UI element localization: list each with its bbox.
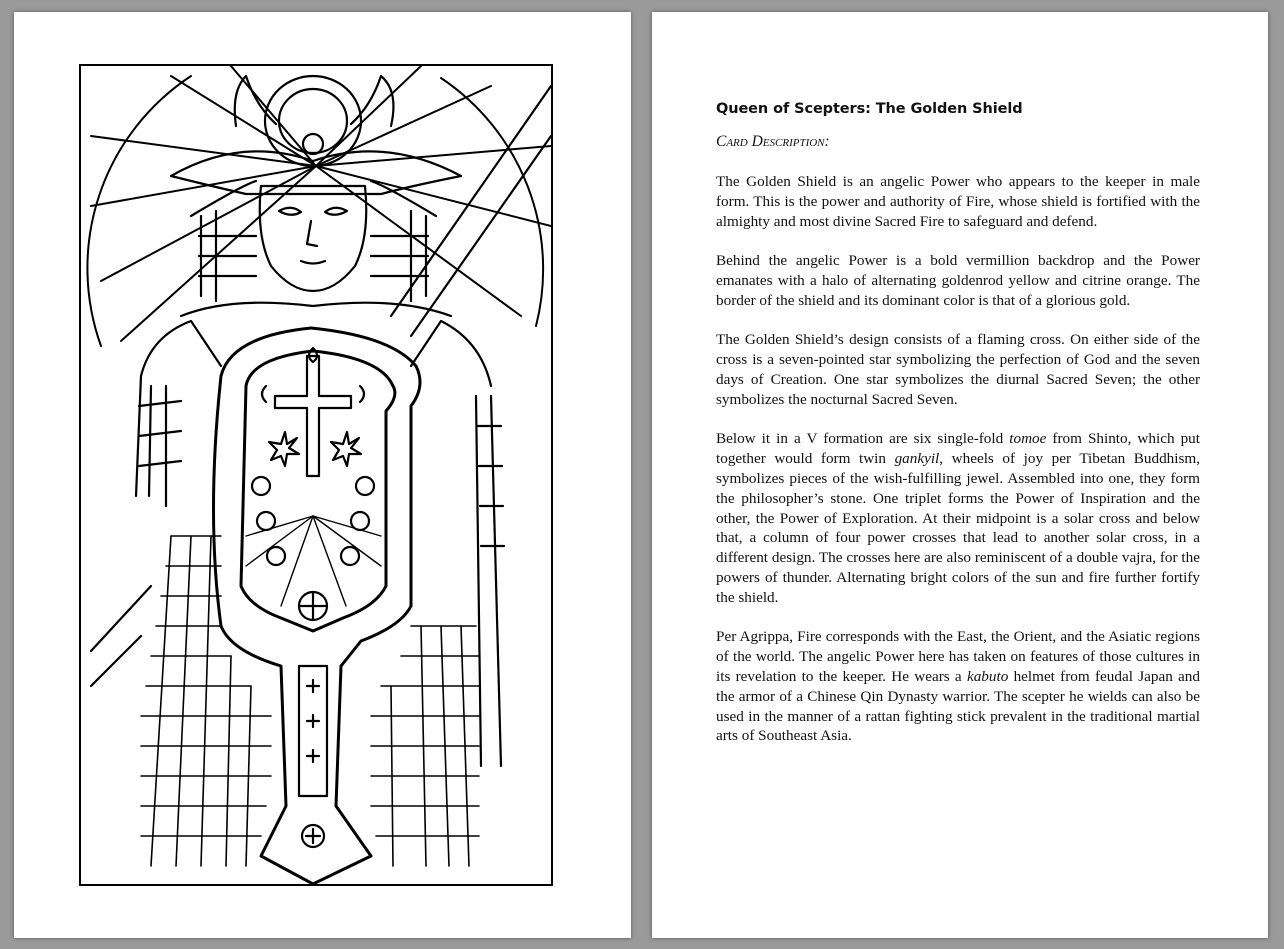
tomoe-swirls — [252, 477, 374, 565]
p4-term-gankyil: gankyil — [894, 450, 940, 468]
p4-text-a: Below it in a V formation are six single-fold — [716, 430, 1010, 448]
card-illustration — [79, 64, 553, 886]
p4-text-c: , wheels of joy per Tibetan Buddhism, symbolizes pieces of the wish-fulfilling jewel. Assembled into one, they form the philosopher’s stone. One triplet forms the Power of Inspiration and the other, the Power of Exploration. At their midpoint is a solar cross and below that, a column of four power crosses that lead to another solar cross, in a different design. The crosses here are also reminiscent of a double vajra, for the powers of thunder. Alternating bright colors of the sun and fire further fortify the shield. — [716, 450, 1200, 606]
section-label: Card Description: — [716, 133, 830, 150]
p4-term-tomoe: tomoe — [1009, 430, 1047, 448]
right-page — [652, 12, 1268, 938]
paragraph-3: The Golden Shield’s design consists of a flaming cross. On either side of the cross is a seven-pointed star symbolizing the perfection of God and the seven days of Creation. One star symbolizes the diurnal Sacred Seven; the other symbolizes the nocturnal Sacred Seven. — [716, 331, 1200, 408]
paragraph-4 — [716, 429, 1200, 607]
card-text — [716, 101, 1200, 766]
paragraph-5 — [716, 627, 1200, 746]
scepter — [91, 86, 551, 686]
page-title: Queen of Scepters: The Golden Shield — [716, 101, 1023, 117]
angel-figure-drawing — [81, 66, 551, 884]
left-page — [14, 12, 631, 938]
armor-scales — [141, 536, 479, 866]
halo-rays — [87, 66, 551, 346]
p5-text-b: helmet from feudal Japan and the armor of a Chinese Qin Dynasty warrior. The scepter he wields can also be used in the manner of a rattan fighting stick prevalent in the traditional martial arts of Southeast Asia. — [716, 667, 1200, 745]
p5-term-kabuto: kabuto — [966, 667, 1009, 685]
kabuto-helmet — [171, 76, 461, 301]
p5-text-a: Per Agrippa, Fire corresponds with the East, the Orient, and the Asiatic regions of the world. The angelic Power here has taken on features of those cultures in its revelation to the keeper. He wears a — [716, 628, 1200, 685]
p4-text-b: from Shinto, which put together would form twin — [716, 430, 1200, 468]
seven-pointed-stars — [269, 432, 361, 466]
paragraph-2: Behind the angelic Power is a bold vermillion backdrop and the Power emanates with a halo of alternating goldenrod yellow and citrine orange. The border of the shield and its dominant color is that of a glorious gold. — [716, 252, 1200, 309]
paragraph-1: The Golden Shield is an angelic Power who appears to the keeper in male form. This is the power and authority of Fire, whose shield is fortified with the almighty and most divine Sacred Fire to safeguard and defend. — [716, 173, 1200, 230]
